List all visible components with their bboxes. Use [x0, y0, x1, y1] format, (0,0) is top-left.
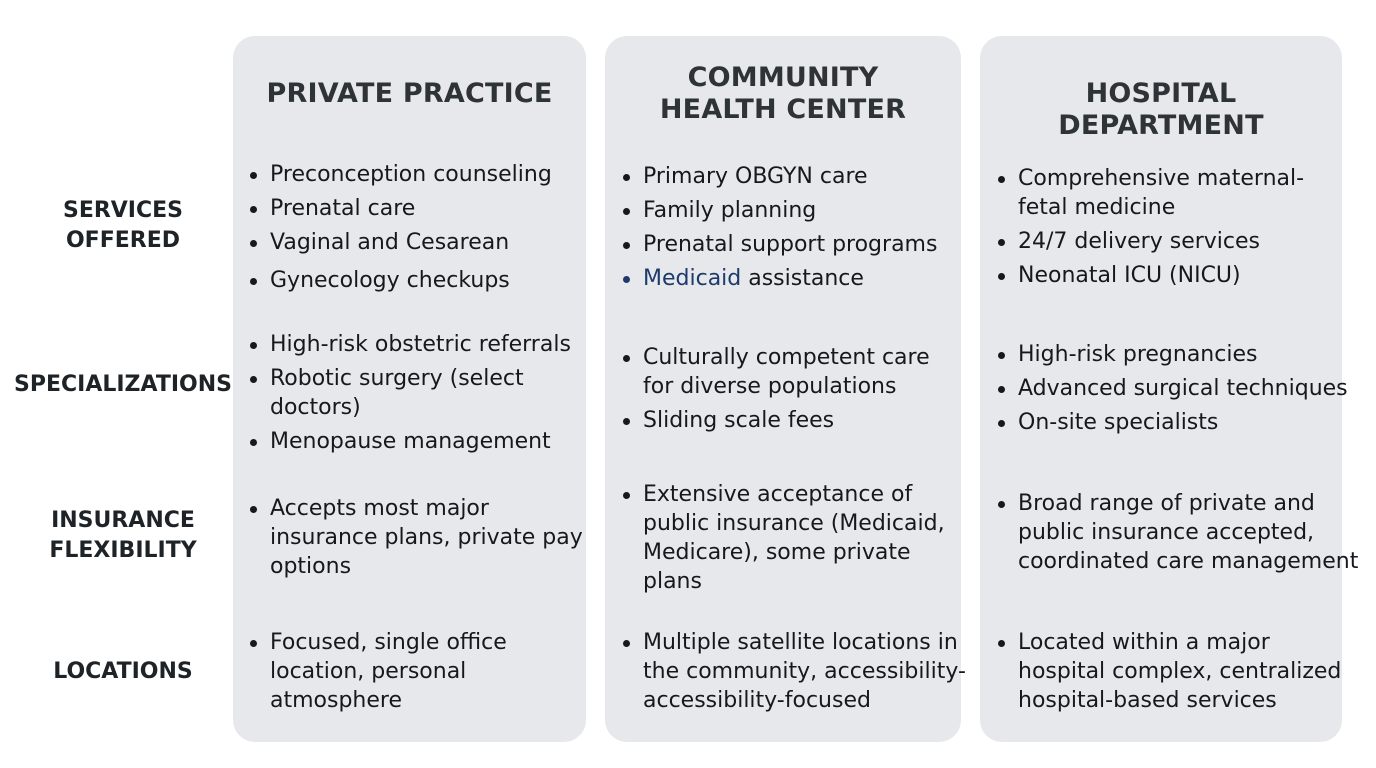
list-item-text: public insurance (Medicaid,	[643, 511, 945, 536]
list-item	[621, 162, 937, 191]
list-item	[248, 266, 552, 295]
list-item	[248, 160, 552, 189]
list-item-text: hospital complex, centralized	[1018, 659, 1342, 684]
list-item	[621, 406, 930, 435]
list-item	[996, 340, 1348, 369]
list-item-text: accessibility-focused	[643, 688, 871, 713]
list-item	[248, 364, 571, 422]
list-item-text: Multiple satellite locations in	[643, 630, 958, 655]
list-item-text: assistance	[741, 266, 864, 291]
list-item-text: Accepts most major	[270, 496, 489, 521]
list-item	[248, 494, 583, 581]
list-item	[621, 264, 937, 293]
highlighted-text: Medicaid	[643, 266, 742, 291]
list-item-text: Menopause management	[270, 429, 551, 454]
row-label-locations: LOCATIONS	[53, 659, 193, 684]
list-item-text: Extensive acceptance of	[643, 482, 913, 507]
list-item-text: public insurance accepted,	[1018, 520, 1315, 545]
locations-hospital-list	[996, 628, 1341, 720]
list-item-text: fetal medicine	[1018, 195, 1176, 220]
list-item	[996, 489, 1358, 576]
list-item-text: Family planning	[643, 198, 817, 223]
locations-community-list	[621, 628, 966, 720]
list-item-text: insurance plans, private pay	[270, 525, 583, 550]
list-item-text: coordinated care management	[1018, 549, 1359, 574]
insurance-community-list	[621, 480, 945, 601]
list-item	[248, 330, 571, 359]
list-item-text: the community, accessibility-	[643, 659, 966, 684]
list-item	[248, 427, 571, 456]
services-community-list	[621, 162, 937, 298]
list-item-text: High-risk pregnancies	[1018, 342, 1258, 367]
list-item-text: hospital-based services	[1018, 688, 1277, 713]
list-item	[996, 164, 1304, 222]
specializations-community-list	[621, 343, 930, 440]
list-item-text: options	[270, 554, 352, 579]
row-label-services-offered: SERVICES OFFERED	[62, 198, 184, 253]
list-item	[996, 227, 1304, 256]
row-label-insurance-flexibility: INSURANCE FLEXIBILITY	[49, 508, 197, 563]
locations-private-list	[248, 628, 507, 720]
list-item-text: Sliding scale fees	[643, 408, 835, 433]
list-item-text: 24/7 delivery services	[1018, 229, 1260, 254]
list-item-text: Primary OBGYN care	[643, 164, 868, 189]
row-label-specializations: SPECIALIZATIONS	[14, 372, 232, 397]
insurance-private-list	[248, 494, 583, 586]
list-item-text: Neonatal ICU (NICU)	[1018, 263, 1241, 288]
insurance-hospital-list	[996, 489, 1358, 581]
list-item	[996, 628, 1341, 715]
list-item-text: Gynecology checkups	[270, 268, 510, 293]
list-item-text: location, personal	[270, 659, 467, 684]
list-item-text: Comprehensive maternal-	[1018, 166, 1305, 191]
column-title-hospital-department: HOSPITAL DEPARTMENT	[1058, 78, 1264, 141]
list-item-text: Culturally competent care	[643, 345, 930, 370]
list-item	[621, 196, 937, 225]
list-item-text: for diverse populations	[643, 374, 897, 399]
list-item-text: Robotic surgery (select	[270, 366, 524, 391]
list-item-text: High-risk obstetric referrals	[270, 332, 571, 357]
list-item-text: On-site specialists	[1018, 410, 1219, 435]
list-item-text: Medicare), some private	[643, 540, 911, 565]
list-item	[248, 228, 552, 257]
list-item-text: Prenatal care	[270, 196, 416, 221]
list-item	[996, 408, 1348, 437]
list-item	[248, 628, 507, 715]
specializations-private-list	[248, 330, 571, 461]
list-item-text: Broad range of private and	[1018, 491, 1315, 516]
list-item	[248, 194, 552, 223]
list-item-text: Vaginal and Cesarean	[270, 230, 510, 255]
list-item	[996, 261, 1304, 290]
list-item-text: doctors)	[270, 395, 361, 420]
list-item-text: Focused, single office	[270, 630, 507, 655]
list-item	[996, 374, 1348, 403]
services-private-list	[248, 160, 552, 300]
list-item-text: Preconception counseling	[270, 162, 552, 187]
list-item-text: Located within a major	[1018, 630, 1270, 655]
list-item-text: plans	[643, 569, 702, 594]
column-title-private-practice: PRIVATE PRACTICE	[266, 78, 553, 109]
services-hospital-list	[996, 164, 1304, 295]
list-item	[621, 230, 937, 259]
list-item	[621, 480, 945, 596]
list-item	[621, 628, 966, 715]
column-title-community-health-center: COMMUNITY HEALTH CENTER	[659, 62, 907, 125]
list-item-text: atmosphere	[270, 688, 402, 713]
list-item	[621, 343, 930, 401]
list-item-text: Advanced surgical techniques	[1018, 376, 1348, 401]
specializations-hospital-list	[996, 340, 1348, 442]
list-item-text: Prenatal support programs	[643, 232, 938, 257]
